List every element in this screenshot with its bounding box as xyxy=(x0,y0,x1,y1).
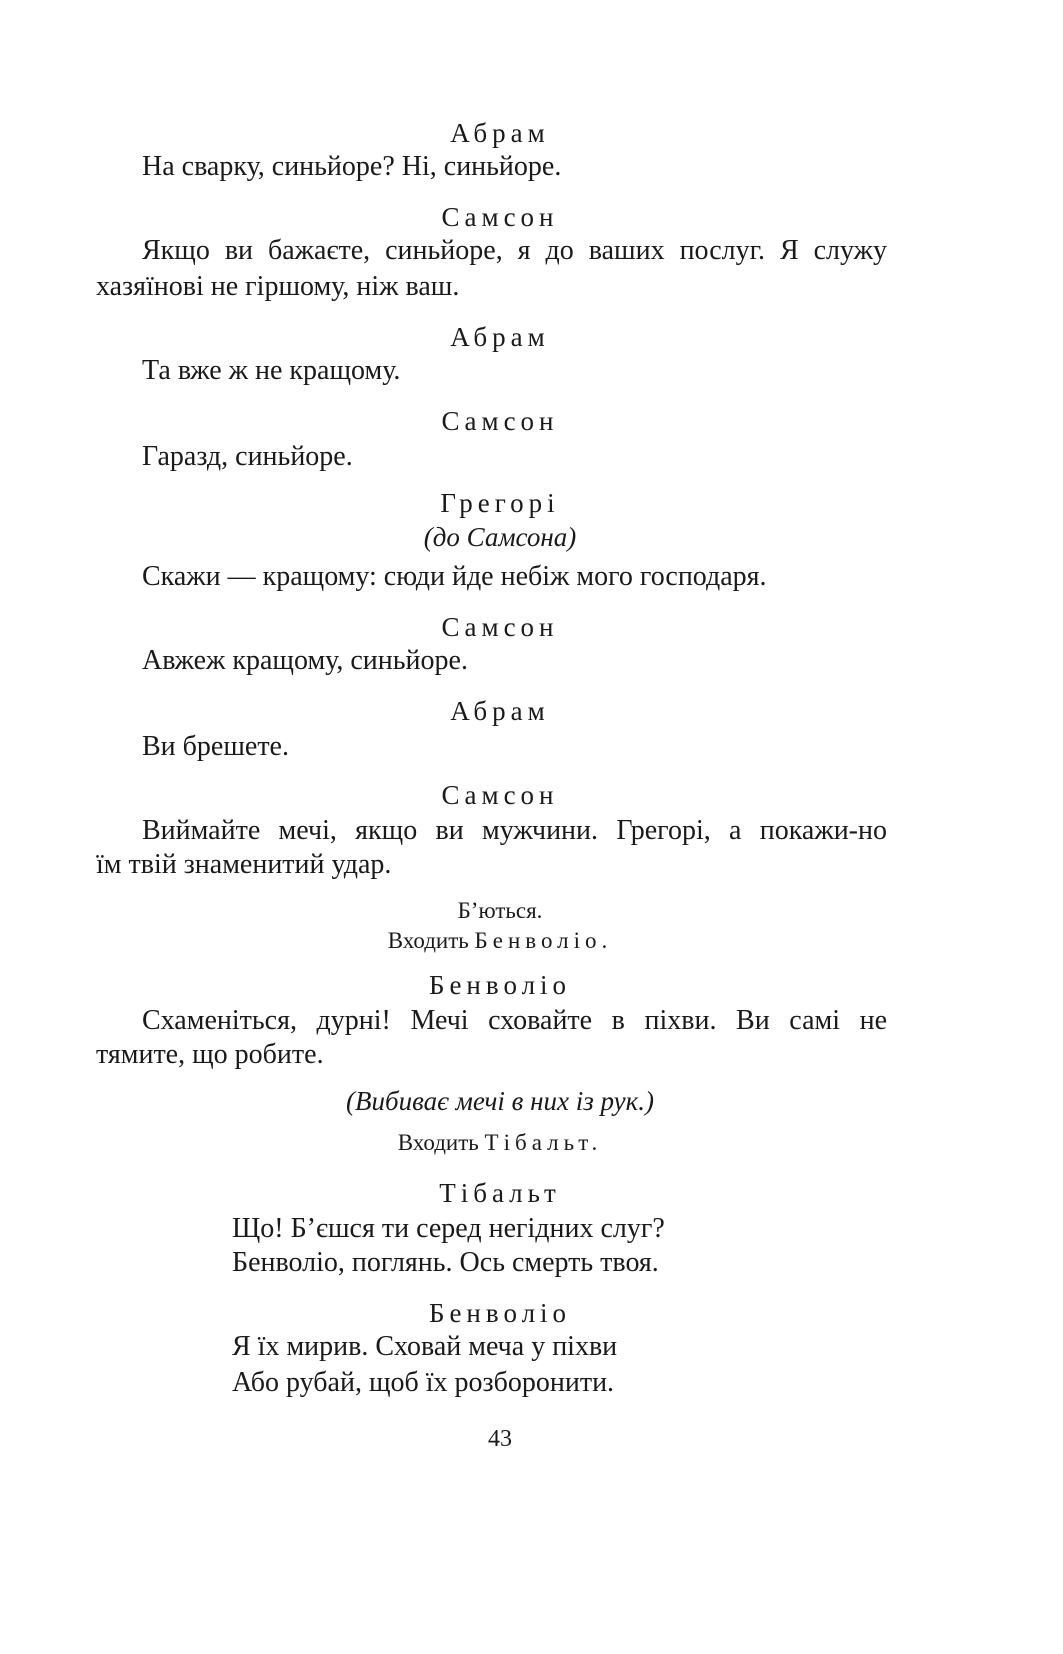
dialogue-line: тямите, що робите. xyxy=(96,1039,324,1070)
dialogue-line: На сварку, синьйоре? Ні, синьйоре. xyxy=(142,151,562,182)
dialogue-line: Скажи — кращому: сюди йде небіж мого господаря. xyxy=(142,561,767,592)
dialogue-line: Авжеж кращому, синьйоре. xyxy=(142,645,468,676)
verse-line: Або рубай, щоб їх розборонити. xyxy=(232,1367,615,1398)
speaker-name: Бенволіо xyxy=(428,1298,572,1328)
entrance-verb: Входить xyxy=(387,928,469,953)
speaker-aside: (до Самсона) xyxy=(423,522,577,552)
stage-direction: Б’ються. xyxy=(457,898,543,923)
speaker-name: Абрам xyxy=(450,696,550,726)
stage-entrance xyxy=(0,1128,1000,1158)
speaker-name: Бенволіо xyxy=(428,970,572,1000)
verse-line: Що! Б’єшся ти серед негідних слуг? xyxy=(232,1213,665,1244)
verse-line: Бенволіо, поглянь. Ось смерть твоя. xyxy=(232,1247,659,1278)
speaker-name: Грегорі xyxy=(440,488,560,518)
speaker-name: Самсон xyxy=(441,406,559,436)
entrance-name: Тібальт. xyxy=(484,1130,603,1155)
speaker-name: Самсон xyxy=(441,202,559,232)
dialogue-line: Виймайте мечі, якщо ви мужчини. Грегорі, а покажи-но xyxy=(142,815,887,846)
dialogue-line: Та вже ж не кращому. xyxy=(142,355,401,386)
dialogue-line: Гаразд, синьйоре. xyxy=(142,441,353,472)
speaker-name: Тібальт xyxy=(439,1178,561,1208)
speaker-name: Абрам xyxy=(450,322,550,352)
stage-entrance xyxy=(0,926,1000,956)
speaker-name: Самсон xyxy=(441,780,559,810)
dialogue-line: Схаменіться, дурні! Мечі сховайте в піхви. Ви самі не xyxy=(142,1005,887,1036)
stage-action: (Вибиває мечі в них із рук.) xyxy=(346,1086,654,1116)
dialogue-line: їм твій знаменитий удар. xyxy=(96,849,392,880)
dialogue-line: Якщо ви бажаєте, синьйоре, я до ваших послуг. Я служу xyxy=(142,235,887,266)
page-number: 43 xyxy=(488,1426,512,1452)
entrance-name: Бенволіо. xyxy=(474,928,613,953)
verse-line: Я їх мирив. Сховай меча у піхви xyxy=(232,1331,618,1362)
entrance-verb: Входить xyxy=(397,1130,479,1155)
speaker-name: Абрам xyxy=(450,118,550,148)
dialogue-line: Ви брешете. xyxy=(142,731,289,762)
speaker-name: Самсон xyxy=(441,612,559,642)
dialogue-line: хазяїнові не гіршому, ніж ваш. xyxy=(96,271,460,302)
